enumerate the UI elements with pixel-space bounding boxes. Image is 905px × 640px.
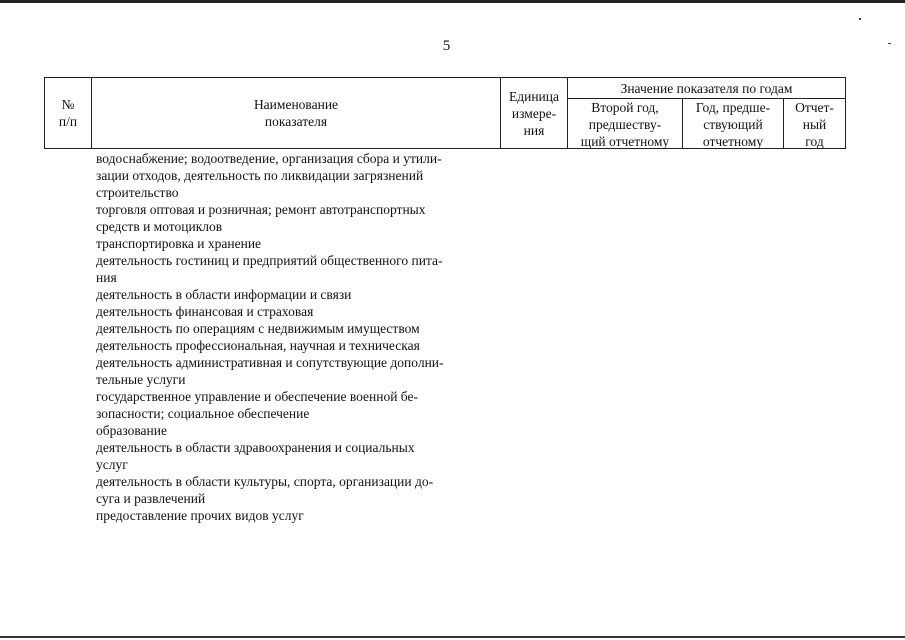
page-number: 5 [442, 38, 451, 54]
header-year-before: Год, предше- ствующий отчетному [695, 99, 771, 149]
list-item: водоснабжение; водоотведение, организация сбора и утили- зации отходов, деятельность по ликвидации загрязнений строительство [96, 151, 442, 200]
list-item: деятельность финансовая и страховая [96, 304, 314, 319]
list-item: предоставление прочих видов услуг [96, 508, 304, 523]
list-item: деятельность гостиниц и предприятий общественного пита- ния [96, 253, 443, 285]
indicator-list [96, 150, 496, 524]
header-unit: Единица измере- ния [508, 88, 559, 138]
header-row-number: № п/п [58, 97, 78, 129]
list-item: деятельность в области культуры, спорта, организации до- суга и развлечений [96, 474, 434, 506]
table-header [44, 77, 846, 149]
list-item: деятельность профессиональная, научная и техническая [96, 338, 420, 353]
list-item: торговля оптовая и розничная; ремонт автотранспортных средств и мотоциклов [96, 202, 426, 234]
list-item: деятельность в области здравоохранения и социальных услуг [96, 440, 415, 472]
list-item: деятельность административная и сопутствующие дополни- тельные услуги [96, 355, 444, 387]
header-values-by-year: Значение показателя по годам [620, 80, 793, 96]
scan-speck [859, 18, 861, 20]
list-item: государственное управление и обеспечение военной бе- зопасности; социальное обеспечение [96, 389, 418, 421]
list-item: образование [96, 423, 167, 438]
list-item: транспортировка и хранение [96, 236, 262, 251]
scan-top-edge [0, 0, 905, 3]
header-year-two-before: Второй год, предшеству- щий отчетному [580, 99, 670, 149]
scan-bottom-edge [0, 636, 905, 638]
list-item: деятельность по операциям с недвижимым имуществом [96, 321, 420, 336]
list-item: деятельность в области информации и связи [96, 287, 352, 302]
header-indicator-name: Наименование показателя [253, 97, 339, 129]
header-reporting-year: Отчет- ный год [795, 99, 834, 149]
